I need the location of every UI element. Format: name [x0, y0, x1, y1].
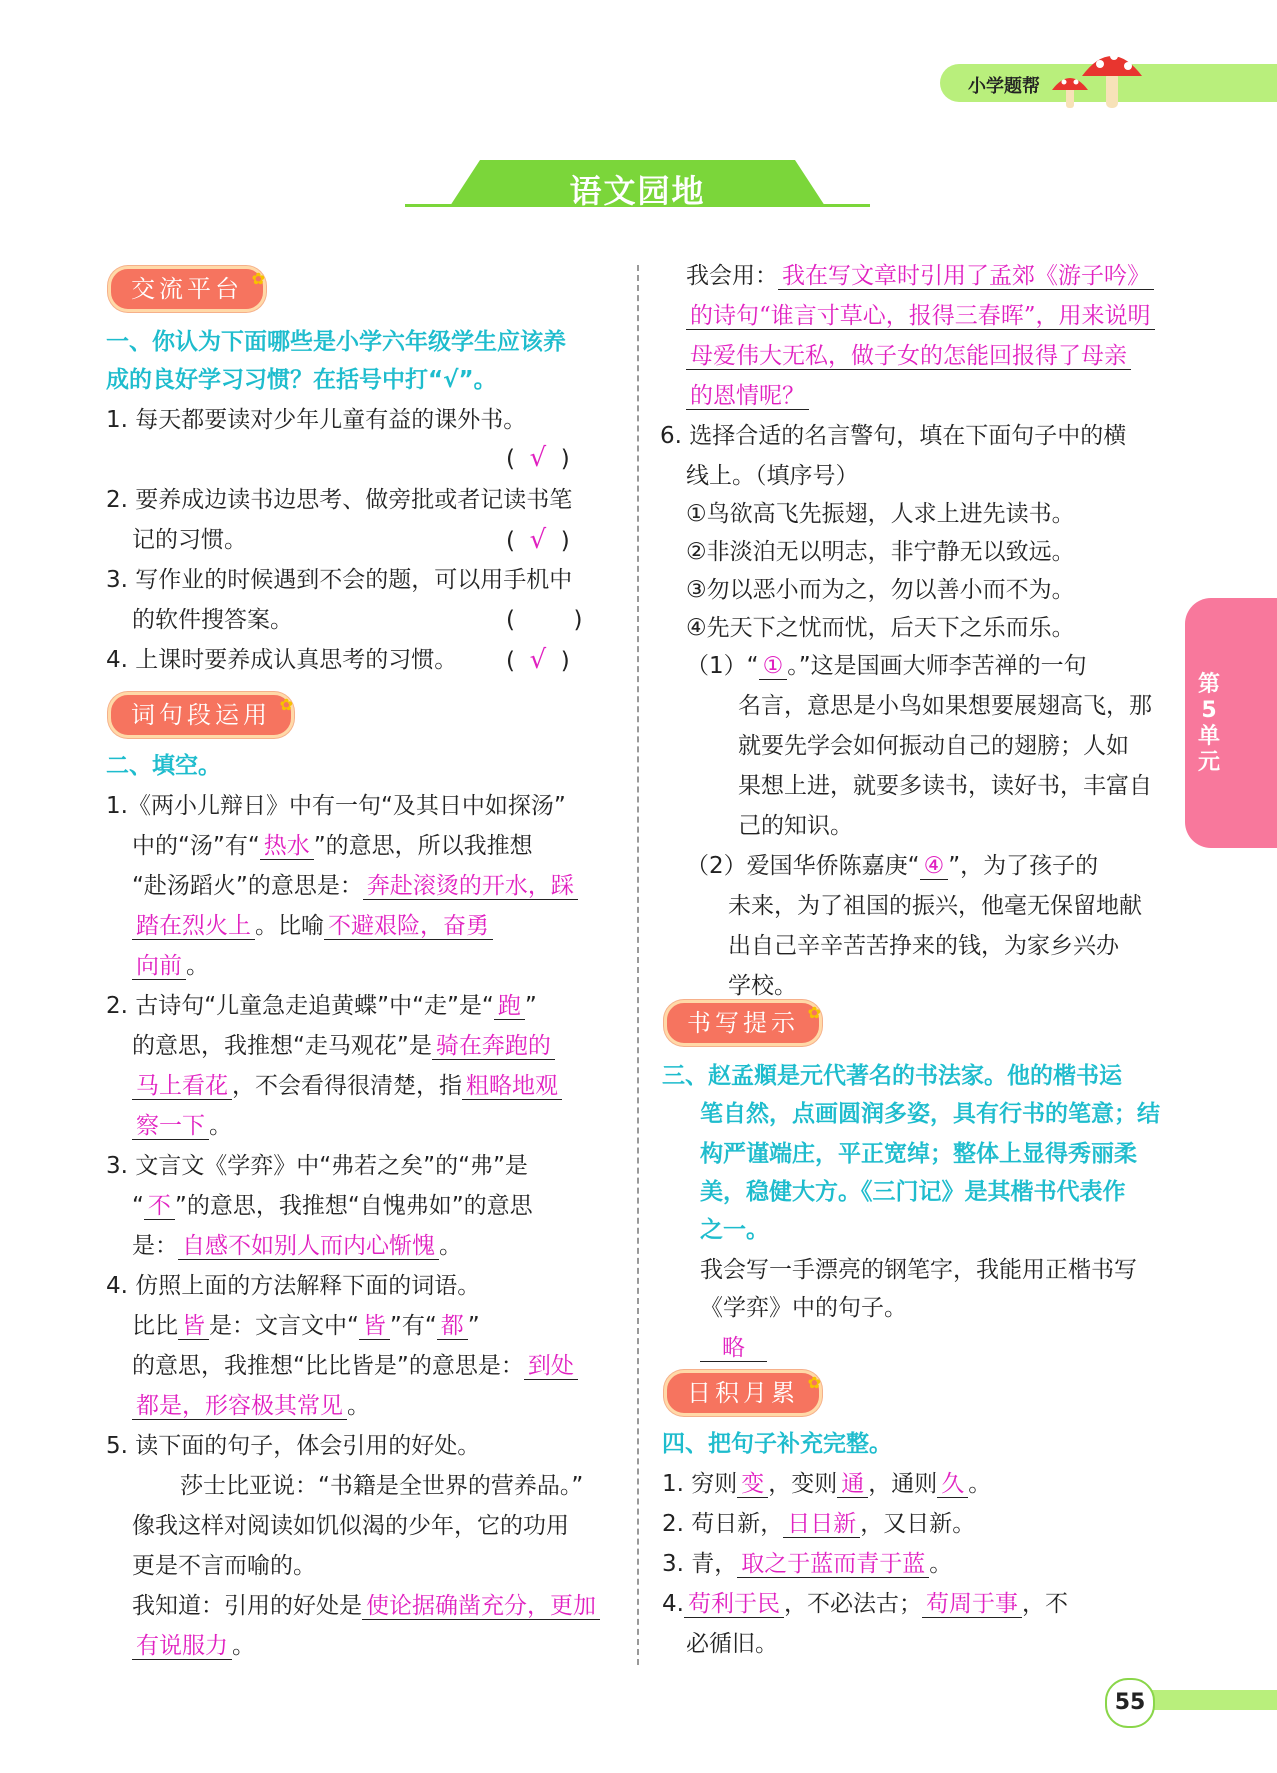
q3-line4: 美，稳健大方。《三门记》是其楷书代表作 — [700, 1179, 1126, 1205]
q1-item1: 1. 每天都要读对少年儿童有益的课外书。 — [106, 407, 527, 433]
q2-line10: 3. 文言文《学弈》中“弗若之矣”的“弗”是 — [106, 1153, 528, 1179]
q6-p2-line2: 未来，为了祖国的振兴，他毫无保留地献 — [728, 893, 1142, 919]
q1-item3-bracket: ( ) — [506, 607, 583, 633]
mushroom-icon — [1052, 44, 1142, 114]
column-divider — [637, 265, 639, 1665]
q1-item3-line2: 的软件搜答案。 — [132, 607, 293, 633]
q2-line14: 比比 皆 是：文言文中“ 皆 ”有“ 都 ” — [132, 1313, 480, 1339]
q2-quote-line3: 更是不言而喻的。 — [132, 1553, 316, 1579]
section-badge-phrases: 词句段运用 ✿ — [108, 692, 294, 738]
q2-line16: 都是，形容极其常见 。 — [132, 1392, 370, 1420]
q2-line1: 1.《两小儿辩日》中有一句“及其日中如探汤” — [106, 793, 566, 819]
r-line1: 我会用： 我在写文章时引用了孟郊《游子吟》 — [686, 262, 1154, 290]
q2-quote-line1: 莎士比亚说：“书籍是全世界的营养品。” — [180, 1473, 584, 1499]
q6-option3: ③勿以恶小而为之，勿以善小而不为。 — [686, 577, 1075, 603]
q2-line9: 察一下 。 — [132, 1112, 232, 1140]
q6-p1-line5: 己的知识。 — [738, 813, 853, 839]
unit-label: 第5单元 — [1197, 672, 1220, 775]
q1-title-line1: 一、你认为下面哪些是小学六年级学生应该养 — [106, 329, 566, 355]
q2-line17: 5. 读下面的句子，体会引用的好处。 — [106, 1433, 481, 1459]
q1-item4-bracket: ( √ ) — [506, 645, 570, 675]
q2-title: 二、填空。 — [106, 753, 221, 779]
q2-line2: 中的“汤”有“ 热水 ”的意思，所以我推想 — [132, 833, 533, 859]
q6-option2: ②非淡泊无以明志，非宁静无以致远。 — [686, 539, 1075, 565]
q6-line2: 线上。（填序号） — [686, 463, 859, 489]
q2-line13: 4. 仿照上面的方法解释下面的词语。 — [106, 1273, 481, 1299]
q2-line8: 马上看花 ，不会看得很清楚，指 粗略地观 — [132, 1072, 562, 1100]
q6-p1-line1: （1）“ ① 。”这是国画大师李苦禅的一句 — [686, 653, 1087, 679]
q1-item1-bracket: ( √ ) — [506, 443, 570, 473]
r-line2: 的诗句“谁言寸草心，报得三春晖”，用来说明 — [686, 302, 1155, 330]
page-title: 语文园地 — [569, 172, 706, 210]
q2-line21: 我知道：引用的好处是 使论据确凿充分，更加 — [132, 1592, 600, 1620]
q6-option4: ④先天下之忧而忧，后天下之乐而乐。 — [686, 615, 1075, 641]
q6-p2-line4: 学校。 — [728, 973, 797, 999]
q3-write-answer: 略 — [700, 1334, 767, 1362]
q4-line5: 必循旧。 — [686, 1631, 778, 1657]
brand-name: 小学题帮 — [968, 76, 1040, 97]
q2-line11: “ 不 ”的意思，我推想“自愧弗如”的意思 — [132, 1193, 533, 1219]
q1-item4: 4. 上课时要养成认真思考的习惯。 — [106, 647, 458, 673]
q6-p1-line2: 名言，意思是小鸟如果想要展翅高飞，那 — [738, 693, 1152, 719]
q2-line7: 的意思，我推想“走马观花”是 骑在奔跑的 — [132, 1032, 555, 1060]
q3-line1: 三、赵孟頫是元代著名的书法家。他的楷书运 — [662, 1063, 1122, 1089]
q2-line5: 向前 。 — [132, 952, 209, 980]
q4-line1: 1. 穷则 变 ，变则 通 ，通则 久 。 — [662, 1471, 992, 1497]
q2-line12: 是： 自感不如别人而内心惭愧 。 — [132, 1233, 462, 1259]
r-line3: 母爱伟大无私，做子女的怎能回报得了母亲 — [686, 342, 1131, 370]
q1-item2-line1: 2. 要养成边读书边思考、做旁批或者记读书笔 — [106, 487, 573, 513]
q6-p1-line4: 果想上进，就要多读书，读好书，丰富自 — [738, 773, 1152, 799]
section-badge-exchange: 交流平台 ✿ — [108, 266, 266, 312]
q6-p1-line3: 就要先学会如何振动自己的翅膀；人如 — [738, 733, 1129, 759]
q1-item2-bracket: ( √ ) — [506, 525, 570, 555]
q2-line15: 的意思，我推想“比比皆是”的意思是： 到处 — [132, 1352, 578, 1380]
section-badge-writing: 书写提示 ✿ — [664, 1000, 822, 1046]
q3-write-line1: 我会写一手漂亮的钢笔字，我能用正楷书写 — [700, 1257, 1137, 1283]
q1-item3-line1: 3. 写作业的时候遇到不会的题，可以用手机中 — [106, 567, 573, 593]
q2-line22: 有说服力 。 — [132, 1632, 255, 1660]
q6-p2-line3: 出自己辛辛苦苦挣来的钱，为家乡兴办 — [728, 933, 1119, 959]
q2-line3: “赴汤蹈火”的意思是： 奔赴滚烫的开水，踩 — [132, 872, 578, 900]
q4-line4: 4. 苟利于民 ，不必法古； 苟周于事 ，不 — [662, 1591, 1068, 1617]
q3-line2: 笔自然，点画圆润多姿，具有行书的笔意；结 — [700, 1101, 1160, 1127]
q6-option1: ①鸟欲高飞先振翅，人求上进先读书。 — [686, 501, 1075, 527]
q4-line2: 2. 苟日新， 日日新 ，又日新。 — [662, 1511, 976, 1537]
r-line4: 的恩情呢？ — [686, 382, 809, 410]
q6-p2-line1: （2）爱国华侨陈嘉庚“ ④ ”，为了孩子的 — [686, 853, 1099, 879]
q3-line5: 之一。 — [700, 1217, 769, 1243]
section-badge-accumulate: 日积月累 ✿ — [664, 1370, 822, 1416]
q2-line6: 2. 古诗句“儿童急走追黄蝶”中“走”是“ 跑 ” — [106, 993, 537, 1019]
q6-line1: 6. 选择合适的名言警句，填在下面句子中的横 — [660, 423, 1127, 449]
q3-line3: 构严谨端庄，平正宽绰；整体上显得秀丽柔 — [700, 1141, 1137, 1167]
q1-item2-line2: 记的习惯。 — [132, 527, 247, 553]
q4-title: 四、把句子补充完整。 — [662, 1431, 892, 1457]
page-number: 55 — [1105, 1678, 1155, 1728]
q4-line3: 3. 青， 取之于蓝而青于蓝 。 — [662, 1551, 953, 1577]
q1-title-line2: 成的良好学习习惯？在括号中打“√”。 — [106, 367, 497, 393]
q2-line4: 踏在烈火上 。比喻 不避艰险，奋勇 — [132, 912, 493, 940]
q3-write-line2: 《学弈》中的句子。 — [700, 1295, 907, 1321]
q2-quote-line2: 像我这样对阅读如饥似渴的少年，它的功用 — [132, 1513, 569, 1539]
